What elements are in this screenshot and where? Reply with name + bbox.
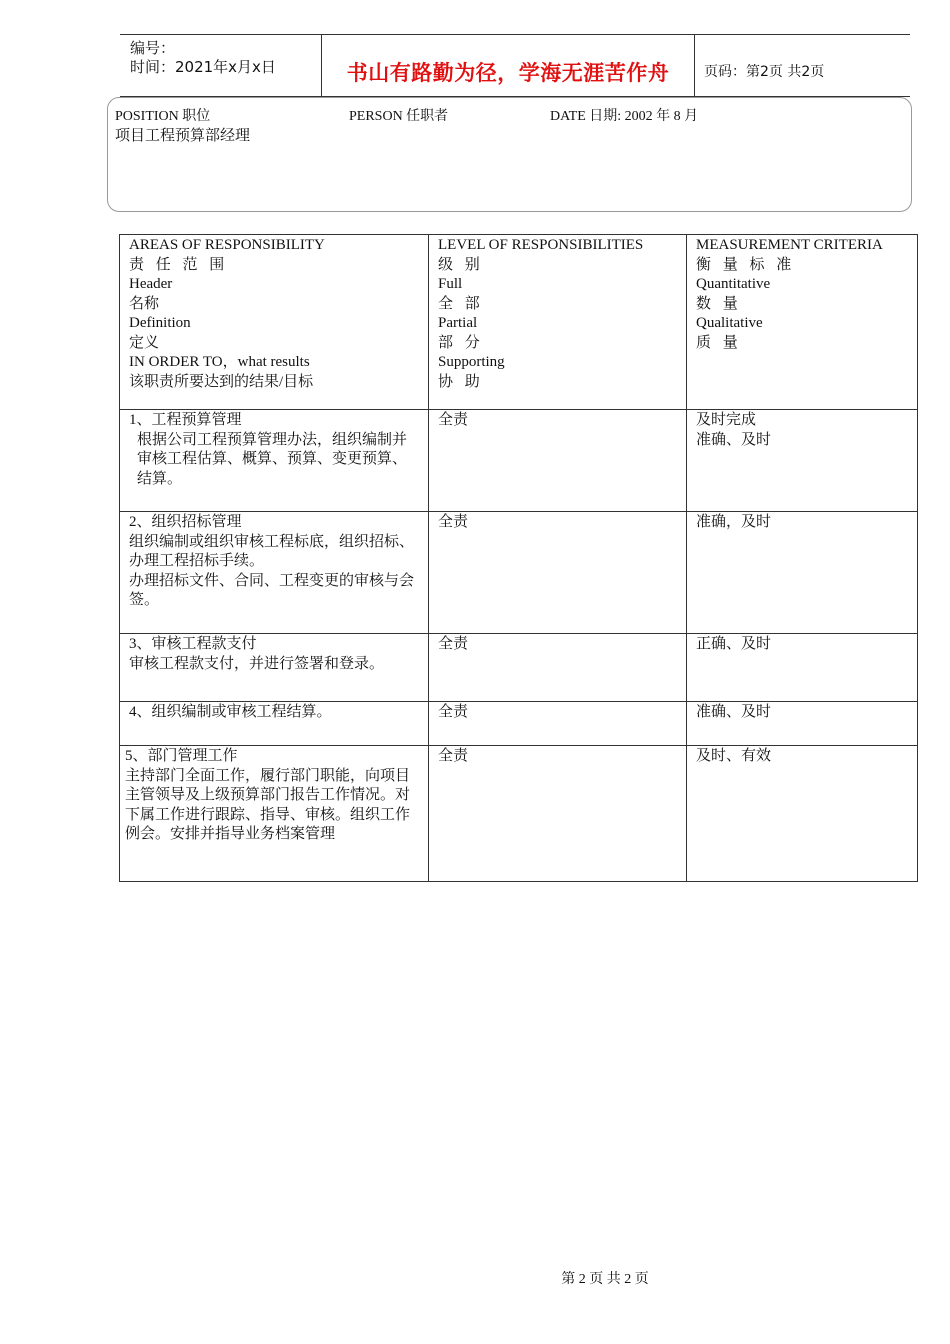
area-cell bbox=[120, 702, 429, 746]
responsibility-table bbox=[119, 234, 918, 882]
header-line: 数 量 bbox=[696, 295, 742, 312]
header-line: 衡 量 标 准 bbox=[696, 256, 796, 273]
header-line: Partial bbox=[438, 315, 478, 331]
area-title: 3、审核工程款支付 bbox=[129, 636, 257, 652]
level-value: 全责 bbox=[438, 514, 469, 530]
header-line: IN ORDER TO，what results bbox=[129, 354, 310, 370]
criteria-value: 及时、有效 bbox=[696, 748, 772, 764]
level-cell bbox=[429, 634, 687, 702]
criteria-cell bbox=[687, 746, 918, 882]
header-line: 责 任 范 围 bbox=[129, 256, 229, 273]
area-description: 审核工程款支付，并进行签署和登录。 bbox=[129, 655, 385, 672]
area-title: 1、工程预算管理 bbox=[129, 412, 242, 428]
table-row bbox=[120, 746, 918, 882]
header-line: Qualitative bbox=[696, 315, 763, 331]
area-cell bbox=[120, 410, 429, 512]
position-box bbox=[107, 97, 912, 212]
person-label: PERSON 任职者 bbox=[349, 109, 449, 124]
header-line: 协 助 bbox=[438, 373, 484, 390]
criteria-value: 准确、及时 bbox=[696, 431, 772, 448]
header-line: 该职责所要达到的结果/目标 bbox=[129, 373, 314, 390]
table-header-row bbox=[120, 235, 918, 410]
level-cell bbox=[429, 512, 687, 634]
table-row bbox=[120, 634, 918, 702]
level-cell bbox=[429, 702, 687, 746]
criteria-cell bbox=[687, 702, 918, 746]
area-description: 组织编制或组织审核工程标底，组织招标、办理工程招标手续。 bbox=[129, 533, 415, 569]
table-row bbox=[120, 512, 918, 634]
area-title: 4、组织编制或审核工程结算。 bbox=[129, 704, 332, 720]
level-cell bbox=[429, 410, 687, 512]
criteria-cell bbox=[687, 634, 918, 702]
header-line: Header bbox=[129, 276, 173, 292]
areas-header-cell bbox=[120, 235, 429, 410]
level-value: 全责 bbox=[438, 748, 469, 764]
area-description: 根据公司工程预算管理办法，组织编制并审核工程估算、概算、预算、变更预算、结算。 bbox=[137, 431, 408, 487]
area-cell bbox=[120, 512, 429, 634]
header-divider bbox=[694, 35, 695, 97]
position-title: 项目工程预算部经理 bbox=[115, 128, 251, 144]
document-time: 时间：2021年x月x日 bbox=[130, 58, 276, 76]
criteria-cell bbox=[687, 512, 918, 634]
header-line: MEASUREMENT CRITERIA bbox=[696, 237, 883, 253]
header-line: AREAS OF RESPONSIBILITY bbox=[129, 237, 325, 253]
level-value: 全责 bbox=[438, 412, 469, 428]
criteria-value: 正确、及时 bbox=[696, 636, 772, 652]
header-line: 定义 bbox=[129, 334, 160, 351]
date-label: DATE 日期: 2002 年 8 月 bbox=[550, 109, 699, 124]
header-line: 名称 bbox=[129, 295, 160, 312]
header-line: 级 别 bbox=[438, 256, 484, 273]
header-page-info: 页码：第2页 共2页 bbox=[704, 64, 825, 80]
document-number-label: 编号： bbox=[130, 39, 176, 57]
area-cell bbox=[120, 634, 429, 702]
criteria-cell bbox=[687, 410, 918, 512]
criteria-header-cell bbox=[687, 235, 918, 410]
level-value: 全责 bbox=[438, 636, 469, 652]
document-header bbox=[120, 34, 910, 97]
header-line: Quantitative bbox=[696, 276, 771, 292]
header-line: Definition bbox=[129, 315, 191, 331]
table-row bbox=[120, 410, 918, 512]
level-header-cell bbox=[429, 235, 687, 410]
area-description: 办理招标文件、合同、工程变更的审核与会签。 bbox=[129, 572, 415, 608]
header-line: 部 分 bbox=[438, 334, 484, 351]
position-label: POSITION 职位 bbox=[115, 109, 211, 124]
criteria-value: 及时完成 bbox=[696, 412, 757, 428]
level-value: 全责 bbox=[438, 704, 469, 720]
header-line: Full bbox=[438, 276, 463, 292]
level-cell bbox=[429, 746, 687, 882]
header-line: Supporting bbox=[438, 354, 505, 370]
page-footer bbox=[0, 1268, 950, 1288]
header-motto: 书山有路勤为径，学海无涯苦作舟 bbox=[346, 61, 670, 85]
criteria-value: 准确，及时 bbox=[696, 514, 772, 530]
area-title: 5、部门管理工作 bbox=[125, 748, 238, 764]
area-title: 2、组织招标管理 bbox=[129, 514, 242, 530]
area-description: 主持部门全面工作，履行部门职能，向项目主管领导及上级预算部门报告工作情况。对下属工作进行跟踪、指导、审核。组织工作例会。安排并指导业务档案管理 bbox=[125, 767, 411, 842]
header-line: 全 部 bbox=[438, 295, 484, 312]
header-line: 质 量 bbox=[696, 334, 742, 351]
footer-page-number: 第 2 页 共 2 页 bbox=[561, 1272, 649, 1287]
criteria-value: 准确、及时 bbox=[696, 704, 772, 720]
area-cell bbox=[120, 746, 429, 882]
table-row bbox=[120, 702, 918, 746]
header-meta bbox=[130, 39, 276, 77]
header-line: LEVEL OF RESPONSIBILITIES bbox=[438, 237, 644, 253]
